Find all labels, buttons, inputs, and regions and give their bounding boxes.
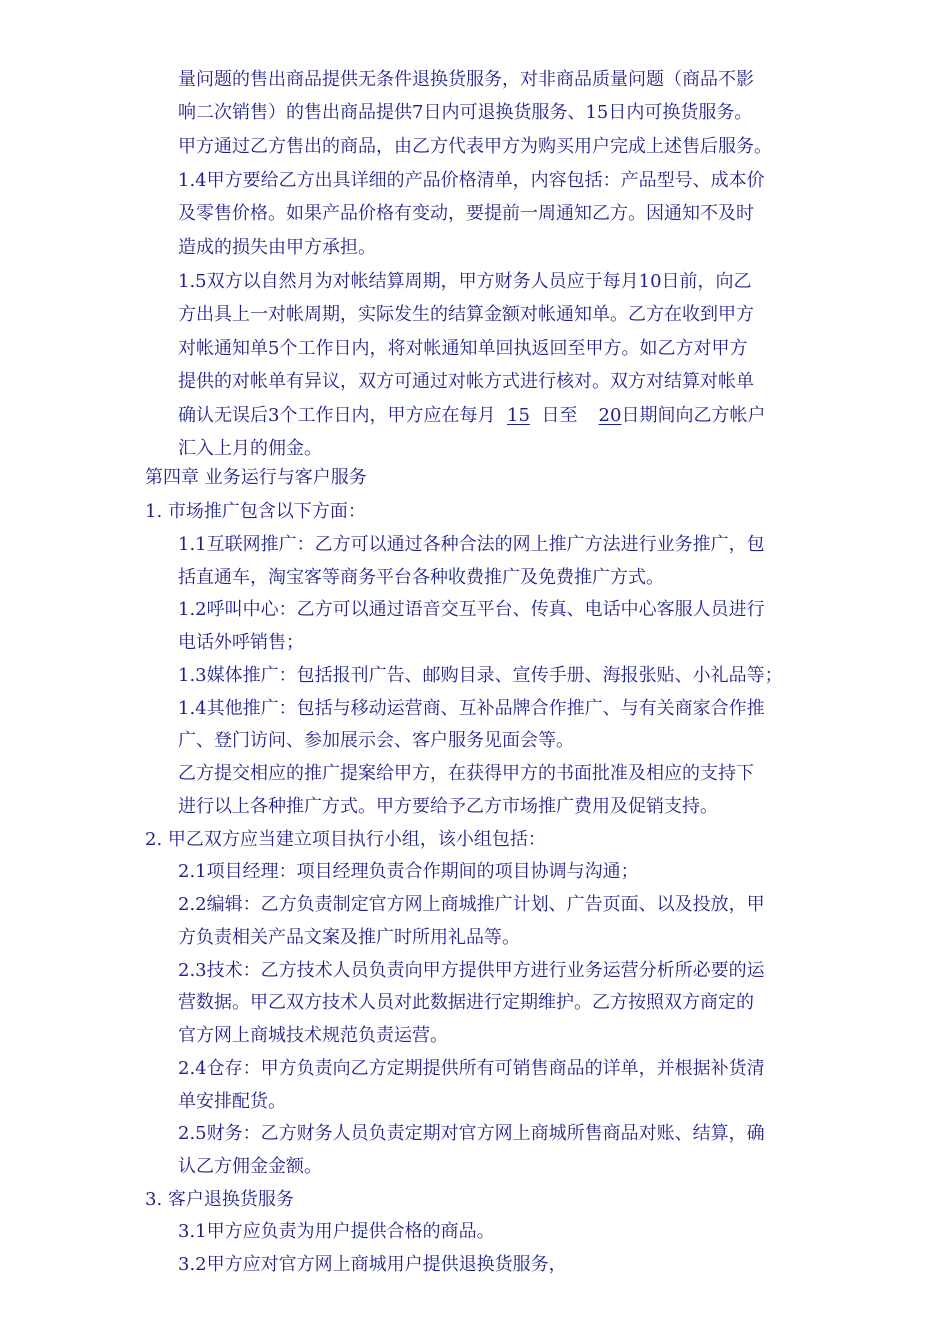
text-fragment: 确认无误后3个工作日内，甲方应在每月 bbox=[178, 405, 496, 426]
text-line: 1.5双方以自然月为对帐结算周期，甲方财务人员应于每月10日前，向乙 bbox=[178, 271, 752, 292]
text-line: 单安排配货。 bbox=[178, 1091, 286, 1112]
text-line: 方出具上一对帐周期，实际发生的结算金额对帐通知单。乙方在收到甲方 bbox=[178, 304, 754, 325]
text-line: 1.3媒体推广：包括报刊广告、邮购目录、宣传手册、海报张贴、小礼品等； bbox=[178, 665, 783, 686]
text-line: 进行以上各种推广方式。甲方要给予乙方市场推广费用及促销支持。 bbox=[178, 796, 718, 817]
section-heading: 2. 甲乙双方应当建立项目执行小组，该小组包括： bbox=[145, 829, 546, 850]
text-line: 1.1互联网推广：乙方可以通过各种合法的网上推广方法进行业务推广，包 bbox=[178, 534, 765, 555]
text-line: 响二次销售）的售出商品提供7日内可退换货服务、15日内可换货服务。 bbox=[178, 102, 753, 123]
text-line: 营数据。甲乙双方技术人员对此数据进行定期维护。乙方按照双方商定的 bbox=[178, 992, 754, 1013]
text-line: 2.4仓存：甲方负责向乙方定期提供所有可销售商品的详单，并根据补货清 bbox=[178, 1058, 765, 1079]
text-line: 1.4其他推广：包括与移动运营商、互补品牌合作推广、与有关商家合作推 bbox=[178, 698, 765, 719]
text-line: 2.2编辑：乙方负责制定官方网上商城推广计划、广告页面、以及投放，甲 bbox=[178, 894, 765, 915]
underlined-day-to: 20 bbox=[598, 405, 622, 426]
section-heading: 1. 市场推广包含以下方面： bbox=[145, 501, 366, 522]
text-line: 2.3技术：乙方技术人员负责向甲方提供甲方进行业务运营分析所必要的运 bbox=[178, 960, 765, 981]
text-line: 提供的对帐单有异议，双方可通过对帐方式进行核对。双方对结算对帐单 bbox=[178, 371, 754, 392]
text-line: 汇入上月的佣金。 bbox=[178, 438, 322, 459]
underlined-day-from: 15 bbox=[507, 405, 530, 426]
text-line: 甲方通过乙方售出的商品，由乙方代表甲方为购买用户完成上述售后服务。 bbox=[178, 136, 772, 157]
text-line: 3.2甲方应对官方网上商城用户提供退换货服务， bbox=[178, 1254, 567, 1275]
text-line: 3.1甲方应负责为用户提供合格的商品。 bbox=[178, 1221, 495, 1242]
text-line: 方负责相关产品文案及推广时所用礼品等。 bbox=[178, 927, 520, 948]
text-line: 括直通车，淘宝客等商务平台各种收费推广及免费推广方式。 bbox=[178, 567, 664, 588]
text-line: 对帐通知单5个工作日内，将对帐通知单回执返回至甲方。如乙方对甲方 bbox=[178, 338, 748, 359]
text-line: 1.2呼叫中心：乙方可以通过语音交互平台、传真、电话中心客服人员进行 bbox=[178, 599, 765, 620]
text-line: 1.4甲方要给乙方出具详细的产品价格清单，内容包括：产品型号、成本价 bbox=[178, 170, 765, 191]
text-line: 乙方提交相应的推广提案给甲方，在获得甲方的书面批准及相应的支持下 bbox=[178, 763, 754, 784]
text-line: 官方网上商城技术规范负责运营。 bbox=[178, 1025, 448, 1046]
text-line: 及零售价格。如果产品价格有变动，要提前一周通知乙方。因通知不及时 bbox=[178, 203, 754, 224]
text-line: 造成的损失由甲方承担。 bbox=[178, 237, 376, 258]
text-line: 量问题的售出商品提供无条件退换货服务，对非商品质量问题（商品不影 bbox=[178, 69, 754, 90]
text-line: 2.5财务：乙方财务人员负责定期对官方网上商城所售商品对账、结算，确 bbox=[178, 1123, 765, 1144]
text-line: 认乙方佣金金额。 bbox=[178, 1156, 322, 1177]
text-line: 广、登门访问、参加展示会、客户服务见面会等。 bbox=[178, 730, 574, 751]
text-fragment: 日至 bbox=[541, 405, 578, 426]
text-fragment: 日期间向乙方帐户 bbox=[621, 405, 766, 426]
section-heading: 3. 客户退换货服务 bbox=[145, 1189, 294, 1210]
chapter-title: 第四章 业务运行与客户服务 bbox=[145, 467, 367, 488]
text-line: 电话外呼销售； bbox=[178, 632, 304, 653]
text-line-with-dates bbox=[178, 404, 765, 428]
text-line: 2.1项目经理：项目经理负责合作期间的项目协调与沟通； bbox=[178, 861, 639, 882]
